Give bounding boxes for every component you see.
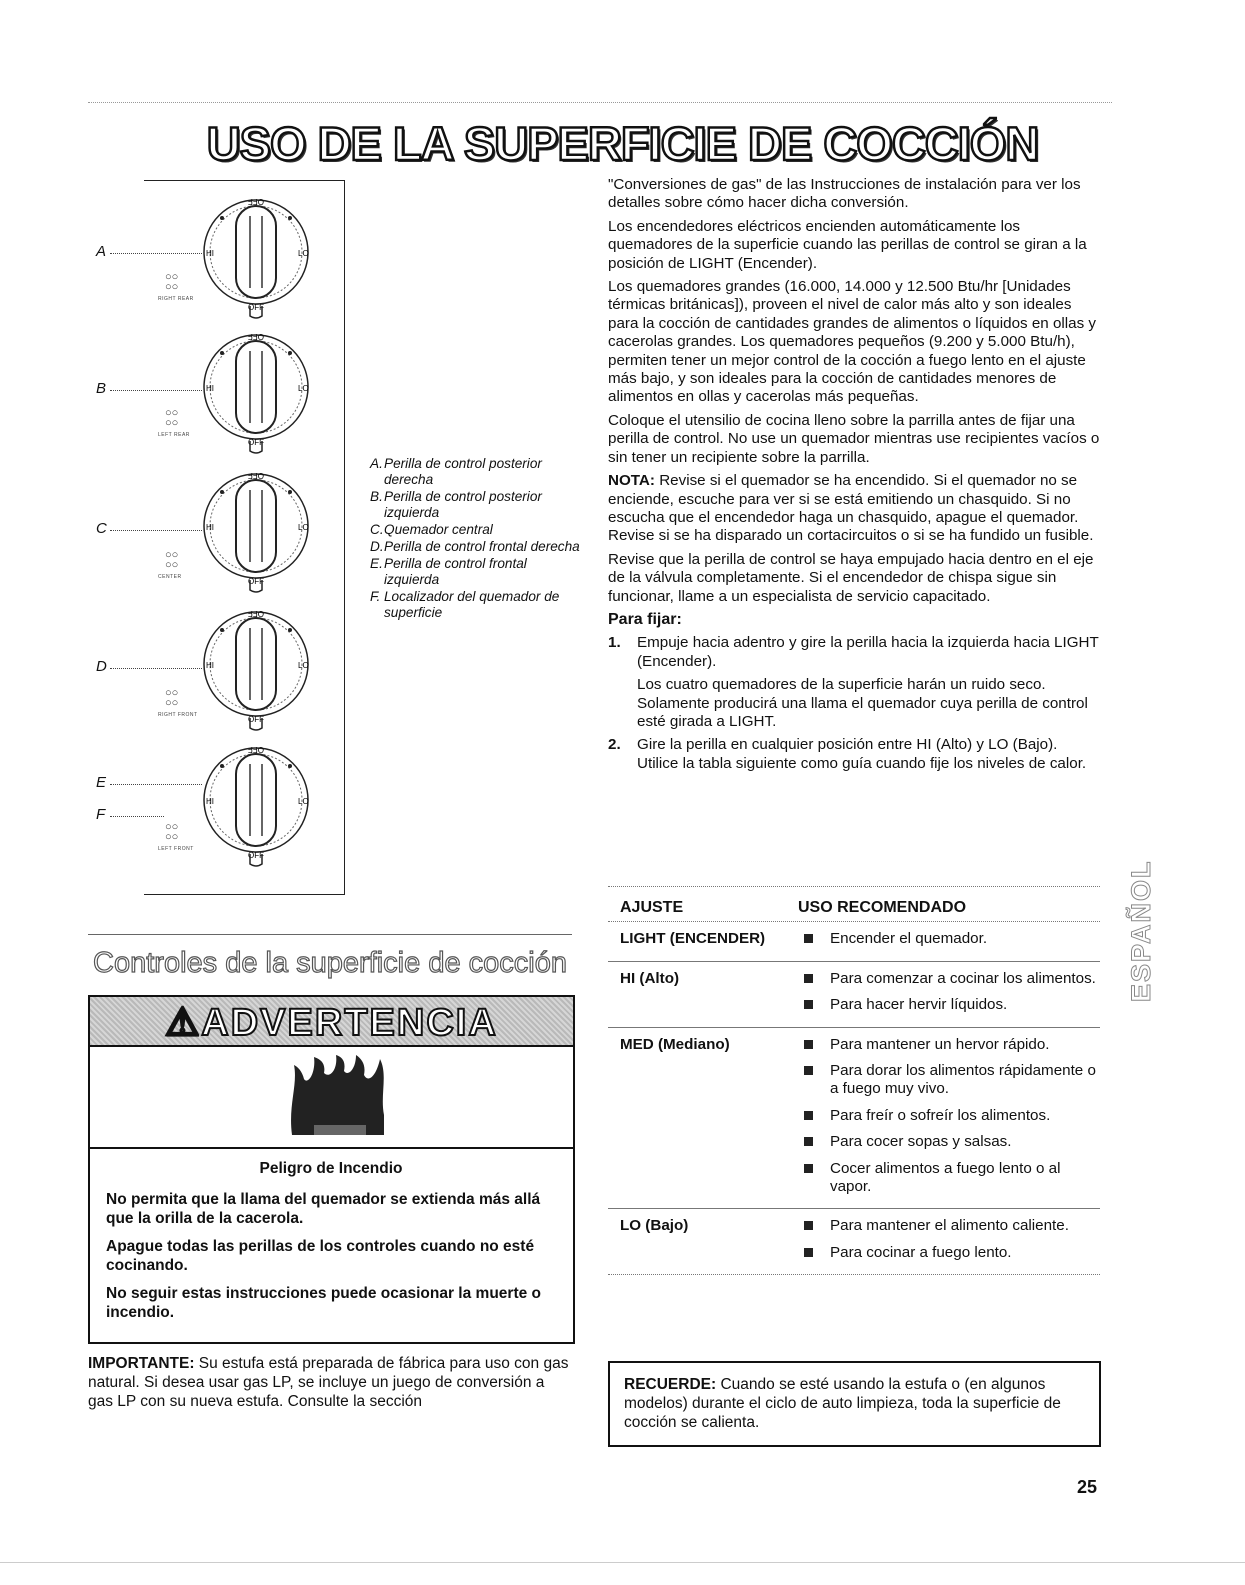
burner-position-label: CENTER	[158, 574, 182, 580]
control-knob	[194, 604, 318, 732]
legend-item-d: D.Perilla de control frontal derecha	[370, 539, 580, 554]
burner-locator-icon: ○○ ○○	[165, 407, 179, 429]
paragraph-igniters: Los encendedores eléctricos encienden automáticamente los quemadores de la superficie cuando las perillas de control se giran a la posición de LIGHT (Encender).	[608, 217, 1087, 272]
hazard-title: Peligro de Incendio	[259, 1160, 403, 1177]
use-text: Cocer alimentos a fuego lento o al vapor.	[830, 1159, 1061, 1196]
step-text: Empuje hacia adentro y gire la perilla hacia la izquierda hacia LIGHT (Encender).	[637, 634, 1099, 670]
svg-text:LO: LO	[298, 797, 309, 806]
use-item	[798, 1217, 1100, 1235]
bullet-icon	[804, 1164, 813, 1173]
use-text: Para cocer sopas y salsas.	[830, 1133, 1012, 1151]
warning-triangle-icon: ⚠	[165, 1002, 202, 1044]
bottom-rule	[0, 1562, 1245, 1563]
paragraph-nota	[608, 472, 1100, 546]
bullet-icon	[804, 1066, 813, 1075]
setting-cell: LO (Bajo)	[620, 1217, 689, 1235]
svg-text:LO: LO	[298, 249, 309, 258]
nota-label: NOTA:	[608, 472, 655, 490]
language-side-tab: ESPAÑOL	[1126, 859, 1156, 1003]
svg-text:LO: LO	[298, 384, 309, 393]
control-knob	[194, 466, 318, 594]
legend-item-f: F. Localizador del quemador de superficie	[370, 589, 560, 620]
setting-cell: LIGHT (ENCENDER)	[620, 930, 766, 948]
nota-text: Revise si el quemador se ha encendido. Si el quemador no se enciende, escuche para ver si se está emitiendo un chasquido. Si no escucha que el encendedor haga un chasquido, apague el quemador. Revise si se ha disparado un cortacircuitos o si se ha fundido un fusible.	[608, 472, 1094, 545]
use-text: Para freír o sofreír los alimentos.	[830, 1106, 1051, 1124]
burner-locator-icon: ○○ ○○	[165, 821, 179, 843]
use-item	[798, 970, 1100, 988]
step-number: 1.	[608, 634, 621, 652]
leader-line-a	[110, 253, 202, 254]
figure-letter-f: F	[96, 806, 106, 823]
step-number: 2.	[608, 736, 621, 754]
burner-locator-icon: ○○ ○○	[165, 687, 179, 709]
bullet-icon	[804, 934, 813, 943]
svg-text:HI: HI	[206, 523, 214, 532]
use-item	[798, 1062, 1100, 1099]
use-item	[798, 930, 1100, 948]
right-column-text	[608, 176, 1100, 778]
bullet-icon	[804, 974, 813, 983]
setting-cell: HI (Alto)	[620, 969, 680, 987]
leader-line-f	[110, 816, 164, 817]
knob-icon	[194, 740, 318, 868]
svg-text:OFF: OFF	[248, 577, 264, 586]
burner-position-label: RIGHT FRONT	[158, 712, 198, 718]
legend-item-b: B.Perilla de control posterior izquierda	[370, 489, 542, 520]
use-item	[798, 1244, 1100, 1262]
control-knob	[194, 192, 318, 320]
leader-line-d	[110, 668, 202, 669]
warning-text	[106, 1159, 556, 1331]
top-rule	[88, 102, 1112, 103]
legend-item-a: A.Perilla de control posterior derecha	[370, 456, 542, 487]
svg-text:LO: LO	[298, 661, 309, 670]
use-text: Para mantener el alimento caliente.	[830, 1217, 1069, 1235]
use-item	[798, 1036, 1100, 1054]
page-title: USO DE LA SUPERFICIE DE COCCIÓN	[206, 117, 1039, 170]
bullet-icon	[804, 1040, 813, 1049]
svg-text:OFF: OFF	[248, 471, 264, 480]
svg-text:OFF: OFF	[248, 609, 264, 618]
uses-cell	[798, 970, 1100, 1023]
bullet-icon	[804, 1137, 813, 1146]
figure-legend	[370, 456, 580, 622]
svg-text:HI: HI	[206, 384, 214, 393]
use-item	[798, 1133, 1100, 1151]
warning-line-2: Apague todas las perillas de los controles cuando no esté cocinando.	[106, 1238, 535, 1274]
use-text: Para mantener un hervor rápido.	[830, 1035, 1050, 1053]
figure-letter-a: A	[96, 243, 107, 260]
use-text: Encender el quemador.	[830, 930, 988, 948]
table-header	[608, 886, 1100, 922]
warning-line-3: No seguir estas instrucciones puede ocasionar la muerte o incendio.	[106, 1285, 541, 1321]
settings-table	[608, 886, 1100, 1275]
figure-letter-d: D	[96, 658, 107, 675]
svg-text:OFF: OFF	[248, 332, 264, 341]
use-text: Para comenzar a cocinar los alimentos.	[830, 969, 1096, 987]
recuerde-text: Cuando se esté usando la estufa o (en algunos modelos) durante el ciclo de auto limpieza, toda la superficie de cocción se calienta.	[624, 1376, 1061, 1431]
svg-text:LO: LO	[298, 523, 309, 532]
uses-cell	[798, 930, 1100, 956]
figure-letter-c: C	[96, 520, 107, 537]
setting-cell: MED (Mediano)	[620, 1035, 730, 1053]
control-knob	[194, 327, 318, 455]
burner-locator-icon: ○○ ○○	[165, 549, 179, 571]
table-row	[608, 1028, 1100, 1210]
section-title: Controles de la superficie de cocción	[93, 947, 567, 979]
column-header-ajuste: AJUSTE	[620, 899, 684, 916]
svg-text:HI: HI	[206, 797, 214, 806]
knob-icon	[194, 604, 318, 732]
burner-position-label: RIGHT REAR	[158, 296, 194, 302]
step-2	[608, 736, 1100, 773]
knob-icon	[194, 466, 318, 594]
use-item	[798, 1160, 1100, 1197]
column-header-uso: USO RECOMENDADO	[798, 899, 967, 916]
warning-banner-label: ADVERTENCIA	[201, 1002, 498, 1044]
paragraph-cookware: Coloque el utensilio de cocina lleno sobre la parrilla antes de fijar una perilla de control. No use un quemador mientras use recipientes vacíos o sin tener un recipiente sobre la parrilla.	[608, 411, 1100, 466]
section-divider	[88, 934, 572, 935]
figure-letter-b: B	[96, 380, 107, 397]
use-text: Para hacer hervir líquidos.	[830, 996, 1008, 1014]
bullet-icon	[804, 1221, 813, 1230]
leader-line-c	[110, 530, 202, 531]
importante-note	[88, 1354, 572, 1411]
bullet-icon	[804, 1248, 813, 1257]
use-item	[798, 1107, 1100, 1125]
paragraph-conversion: "Conversiones de gas" de las Instrucciones de instalación para ver los detalles sobre cómo hacer dicha conversión.	[608, 176, 1081, 212]
svg-text:OFF: OFF	[248, 851, 264, 860]
svg-text:HI: HI	[206, 249, 214, 258]
warning-line-1: No permita que la llama del quemador se extienda más allá que la orilla de la cacerola.	[106, 1191, 541, 1227]
knob-icon	[194, 327, 318, 455]
paragraph-knob-check: Revise que la perilla de control se haya empujado hacia dentro en el eje de la válvula completamente. Si el encendedor de chispa sigue sin funcionar, llame a un especialista de servicio capacitado.	[608, 550, 1094, 605]
figure-letter-e: E	[96, 774, 107, 791]
paragraph-burners: Los quemadores grandes (16.000, 14.000 y 12.500 Btu/hr [Unidades térmicas británicas]), proveen el nivel de calor más alto y son ideales para la cocción de cantidades grandes de alimentos o líquidos en ollas y cacerolas grandes. Los quemadores pequeños (9.200 y 5.000 Btu/h), permiten tener un mejor control de la cocción a fuego lento en el ajuste más bajo, y son ideales para la cocción de cantidades menores de alimentos en ollas y cacerolas más pequeñas.	[608, 278, 1096, 406]
control-knob	[194, 740, 318, 868]
table-row	[608, 1209, 1100, 1275]
use-item	[798, 996, 1100, 1014]
svg-text:OFF: OFF	[248, 197, 264, 206]
burner-locator-icon: ○○ ○○	[165, 271, 179, 293]
importante-text: Su estufa está preparada de fábrica para uso con gas natural. Si desea usar gas LP, se incluye un juego de conversión a gas LP con su nueva estufa. Consulte la sección	[88, 1355, 569, 1410]
use-text: Para dorar los alimentos rápidamente o a fuego muy vivo.	[830, 1062, 1096, 1098]
svg-text:OFF: OFF	[248, 303, 264, 312]
uses-cell	[798, 1036, 1100, 1205]
svg-text:OFF: OFF	[248, 438, 264, 447]
importante-label: IMPORTANTE:	[88, 1355, 195, 1372]
step-subtext: Los cuatro quemadores de la superficie harán un ruido seco. Solamente producirá una llama el quemador cuya perilla de control esté girada a LIGHT.	[637, 676, 1088, 730]
para-fijar-heading: Para fijar:	[608, 610, 682, 628]
knob-icon	[194, 192, 318, 320]
svg-text:OFF: OFF	[248, 745, 264, 754]
recuerde-box	[608, 1361, 1101, 1447]
legend-item-c: C.Quemador central	[370, 522, 493, 537]
legend-item-e: E.Perilla de control frontal izquierda	[370, 556, 527, 587]
burner-position-label: LEFT FRONT	[158, 846, 194, 852]
svg-text:OFF: OFF	[248, 715, 264, 724]
uses-cell	[798, 1217, 1100, 1270]
leader-line-b	[110, 390, 202, 391]
page-number: 25	[1077, 1477, 1098, 1497]
step-1	[608, 634, 1100, 731]
bullet-icon	[804, 1111, 813, 1120]
fire-icon	[284, 1055, 394, 1141]
use-text: Para cocinar a fuego lento.	[830, 1243, 1012, 1261]
svg-text:HI: HI	[206, 661, 214, 670]
bullet-icon	[804, 1000, 813, 1009]
step-text: Gire la perilla en cualquier posición entre HI (Alto) y LO (Bajo). Utilice la tabla siguiente como guía cuando fije los niveles de calor.	[637, 736, 1087, 772]
leader-line-e	[110, 784, 202, 785]
recuerde-label: RECUERDE:	[624, 1376, 717, 1393]
table-row	[608, 962, 1100, 1028]
warning-box	[88, 995, 575, 1344]
warning-banner	[90, 997, 573, 1047]
burner-position-label: LEFT REAR	[158, 432, 190, 438]
table-row	[608, 922, 1100, 961]
fire-hazard-area	[90, 1047, 573, 1149]
